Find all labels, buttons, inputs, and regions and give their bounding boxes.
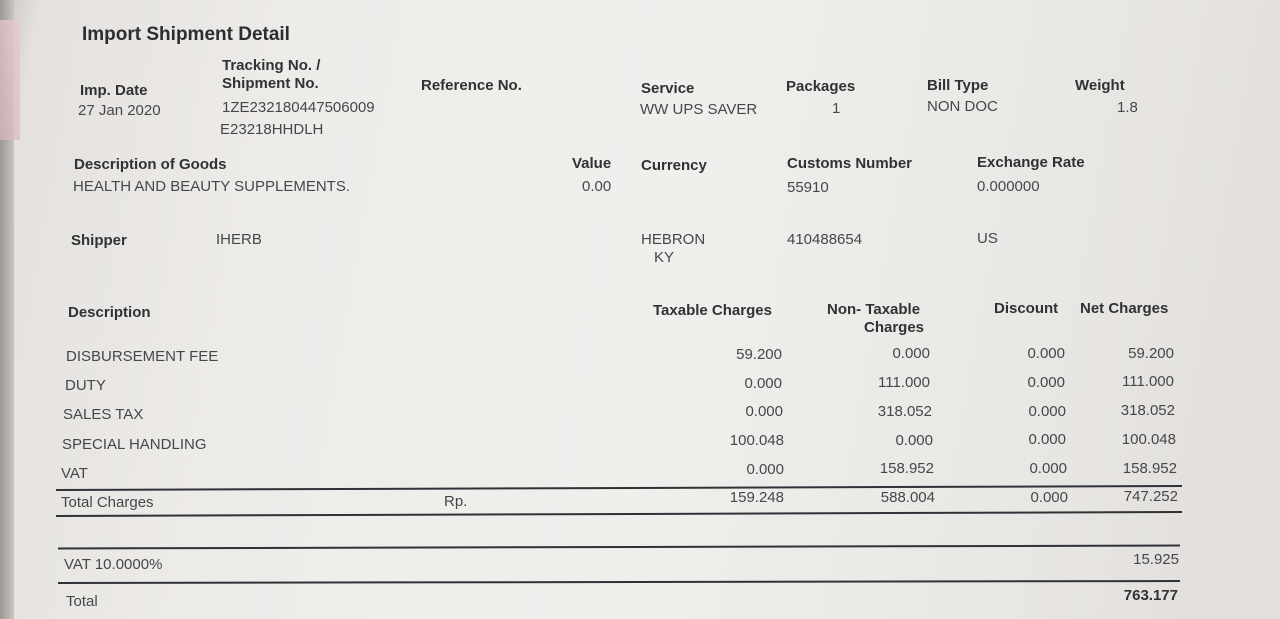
packages-label: Packages [786, 78, 856, 95]
shipper-country: US [977, 230, 998, 247]
row-taxable: 0.000 [746, 461, 784, 478]
row-discount: 0.000 [1029, 460, 1067, 477]
shipper-name: IHERB [216, 231, 262, 248]
vat-bottom-rule [58, 580, 1180, 584]
shipper-state: KY [654, 249, 675, 266]
total-top-rule [56, 485, 1182, 491]
vat-amount: 15.925 [1133, 551, 1179, 568]
row-non-taxable: 158.952 [879, 460, 934, 477]
shipper-label: Shipper [71, 232, 127, 249]
row-non-taxable: 0.000 [892, 345, 930, 362]
value-amount: 0.00 [582, 178, 612, 195]
document-title: Import Shipment Detail [82, 24, 290, 45]
row-discount: 0.000 [1028, 431, 1066, 448]
total-taxable: 159.248 [729, 489, 784, 506]
row-net: 158.952 [1122, 460, 1177, 477]
exchange-rate-label: Exchange Rate [977, 154, 1085, 171]
shipment-number: E23218HHDLH [220, 121, 324, 138]
non-taxable-header-line2: Charges [864, 319, 925, 336]
row-discount: 0.000 [1028, 403, 1066, 420]
vat-top-rule [58, 545, 1180, 550]
row-description: VAT [61, 465, 88, 482]
vat-label: VAT 10.0000% [64, 556, 163, 573]
taxable-charges-header: Taxable Charges [653, 302, 772, 319]
total-discount: 0.000 [1030, 489, 1068, 506]
background-pink-paper [0, 20, 20, 140]
tracking-label-2: Shipment No. [222, 75, 319, 92]
total-charges-label: Total Charges [61, 494, 154, 511]
goods-description-label: Description of Goods [74, 156, 227, 173]
row-non-taxable: 0.000 [895, 432, 933, 449]
row-description: SALES TAX [63, 406, 144, 423]
weight-value: 1.8 [1117, 99, 1138, 116]
bill-type-label: Bill Type [927, 77, 989, 94]
tracking-number: 1ZE232180447506009 [222, 99, 375, 116]
row-taxable: 100.048 [729, 432, 784, 449]
row-description: DISBURSEMENT FEE [66, 348, 219, 365]
grand-total-amount: 763.177 [1123, 587, 1178, 604]
value-label: Value [572, 155, 612, 172]
total-bottom-rule [56, 511, 1182, 517]
row-non-taxable: 111.000 [878, 374, 930, 391]
row-taxable: 0.000 [744, 375, 782, 392]
service-value: WW UPS SAVER [640, 101, 758, 118]
currency-label: Currency [641, 157, 707, 174]
row-net: 111.000 [1122, 373, 1174, 390]
grand-total-label: Total [66, 593, 98, 610]
row-taxable: 59.200 [736, 346, 782, 363]
imp-date-value: 27 Jan 2020 [78, 102, 161, 119]
net-charges-header: Net Charges [1080, 300, 1169, 317]
row-taxable: 0.000 [745, 403, 783, 420]
shipper-city: HEBRON [641, 231, 706, 248]
row-net: 59.200 [1128, 345, 1174, 362]
exchange-rate-value: 0.000000 [977, 178, 1040, 195]
bill-type-value: NON DOC [927, 98, 998, 115]
row-discount: 0.000 [1027, 374, 1065, 391]
total-non-taxable: 588.004 [880, 489, 935, 506]
packages-value: 1 [832, 100, 841, 117]
row-description: SPECIAL HANDLING [62, 436, 207, 453]
non-taxable-header-line1: Non- Taxable [827, 301, 921, 318]
row-net: 100.048 [1121, 431, 1176, 448]
service-label: Service [641, 80, 695, 97]
total-net: 747.252 [1123, 488, 1178, 505]
shipper-account: 410488654 [787, 231, 863, 248]
tracking-label-1: Tracking No. / [222, 57, 321, 74]
row-discount: 0.000 [1027, 345, 1065, 362]
imp-date-label: Imp. Date [80, 82, 148, 99]
row-non-taxable: 318.052 [877, 403, 932, 420]
reference-label: Reference No. [421, 77, 522, 94]
customs-number-label: Customs Number [787, 155, 913, 172]
customs-number-value: 55910 [787, 179, 829, 196]
weight-label: Weight [1075, 77, 1125, 94]
charges-description-header: Description [68, 304, 151, 321]
discount-header: Discount [994, 300, 1059, 317]
total-currency: Rp. [444, 493, 468, 510]
row-net: 318.052 [1120, 402, 1175, 419]
row-description: DUTY [65, 377, 106, 394]
goods-description-value: HEALTH AND BEAUTY SUPPLEMENTS. [73, 178, 351, 195]
